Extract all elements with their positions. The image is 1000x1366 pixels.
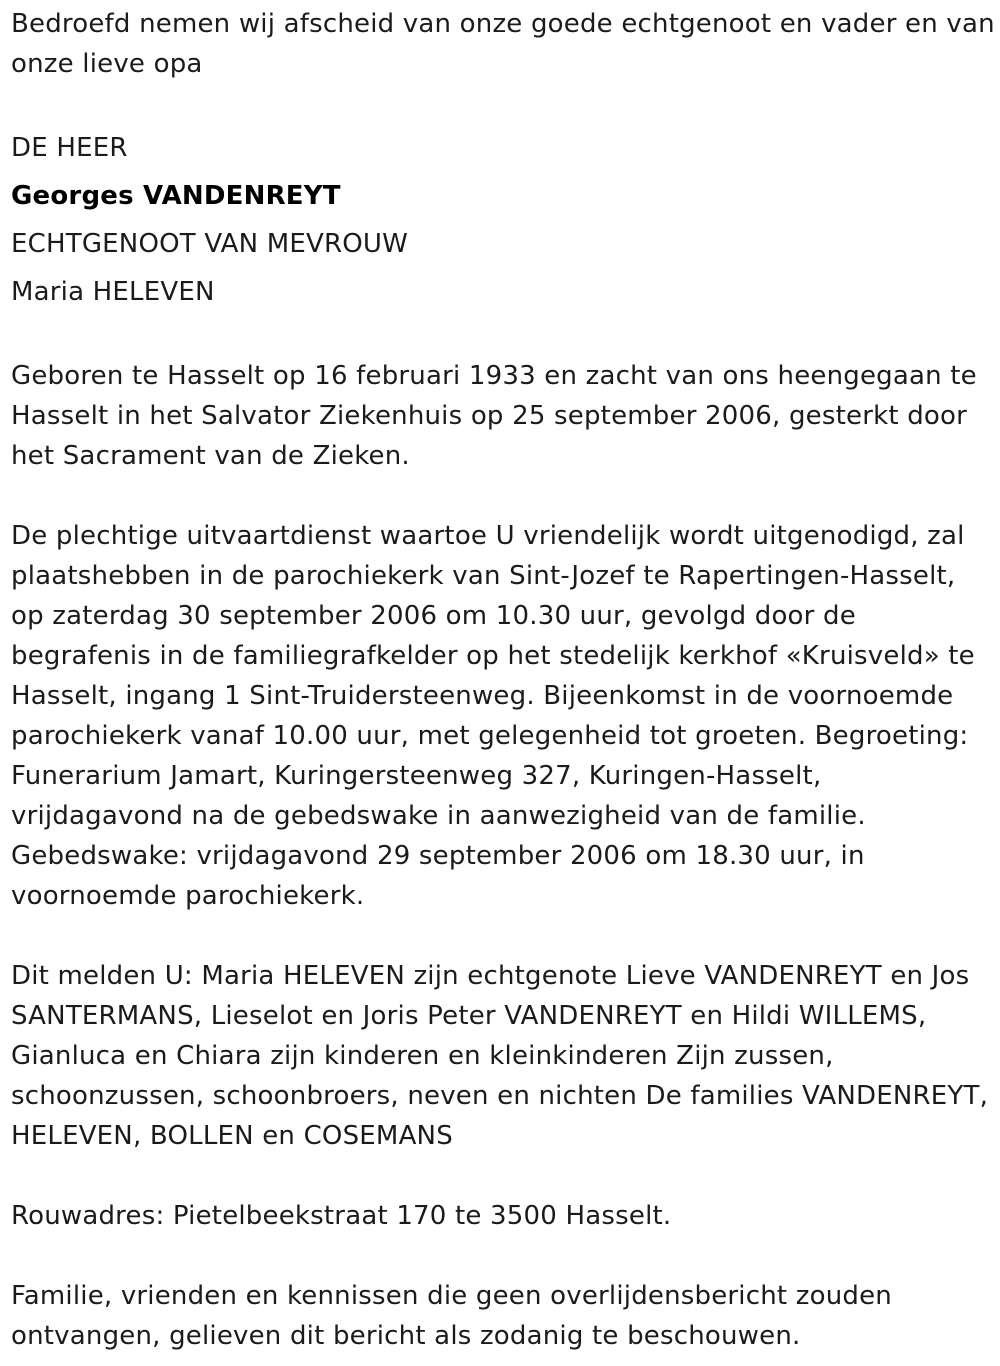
intro-paragraph: Bedroefd nemen wij afscheid van onze goede echtgenoot en vader en van onze lieve opa bbox=[11, 9, 995, 79]
obituary-document bbox=[11, 4, 995, 1356]
address-paragraph: Rouwadres: Pietelbeekstraat 170 te 3500 Hasselt. bbox=[11, 1201, 672, 1231]
relation-line: ECHTGENOOT VAN MEVROUW bbox=[11, 229, 409, 259]
announced-by-paragraph: Dit melden U: Maria HELEVEN zijn echtgenote Lieve VANDENREYT en Jos SANTERMANS, Lieselot en Joris Peter VANDENREYT en Hildi WILLEMS, Gianluca en Chiara zijn kinderen en kleinkinderen Zijn zussen, schoonzussen, schoonbroers, neven en nichten De families VANDENREYT, HELEVEN, BOLLEN en COSEMANS bbox=[11, 961, 989, 1151]
deceased-heading bbox=[11, 124, 995, 316]
birth-death-paragraph: Geboren te Hasselt op 16 februari 1933 en zacht van ons heengegaan te Hasselt in het Salvator Ziekenhuis op 25 september 2006, gesterkt door het Sacrament van de Zieken. bbox=[11, 361, 977, 471]
spouse-name: Maria HELEVEN bbox=[11, 277, 215, 307]
closing-paragraph: Familie, vrienden en kennissen die geen overlijdensbericht zouden ontvangen, gelieven dit bericht als zodanig te beschouwen. bbox=[11, 1281, 892, 1351]
title-line: DE HEER bbox=[11, 133, 128, 163]
deceased-name: Georges VANDENREYT bbox=[11, 181, 341, 211]
funeral-paragraph: De plechtige uitvaartdienst waartoe U vriendelijk wordt uitgenodigd, zal plaatshebben in de parochiekerk van Sint-Jozef te Rapertingen-Hasselt, op zaterdag 30 september 2006 om 10.30 uur, gevolgd door de begrafenis in de familiegrafkelder op het stedelijk kerkhof «Kruisveld» te Hasselt, ingang 1 Sint-Truidersteenweg. Bijeenkomst in de voornoemde parochiekerk vanaf 10.00 uur, met gelegenheid tot groeten. Begroeting: Funerarium Jamart, Kuringersteenweg 327, Kuringen-Hasselt, vrijdagavond na de gebedswake in aanwezigheid van de familie. Gebedswake: vrijdagavond 29 september 2006 om 18.30 uur, in voornoemde parochiekerk. bbox=[11, 521, 975, 911]
